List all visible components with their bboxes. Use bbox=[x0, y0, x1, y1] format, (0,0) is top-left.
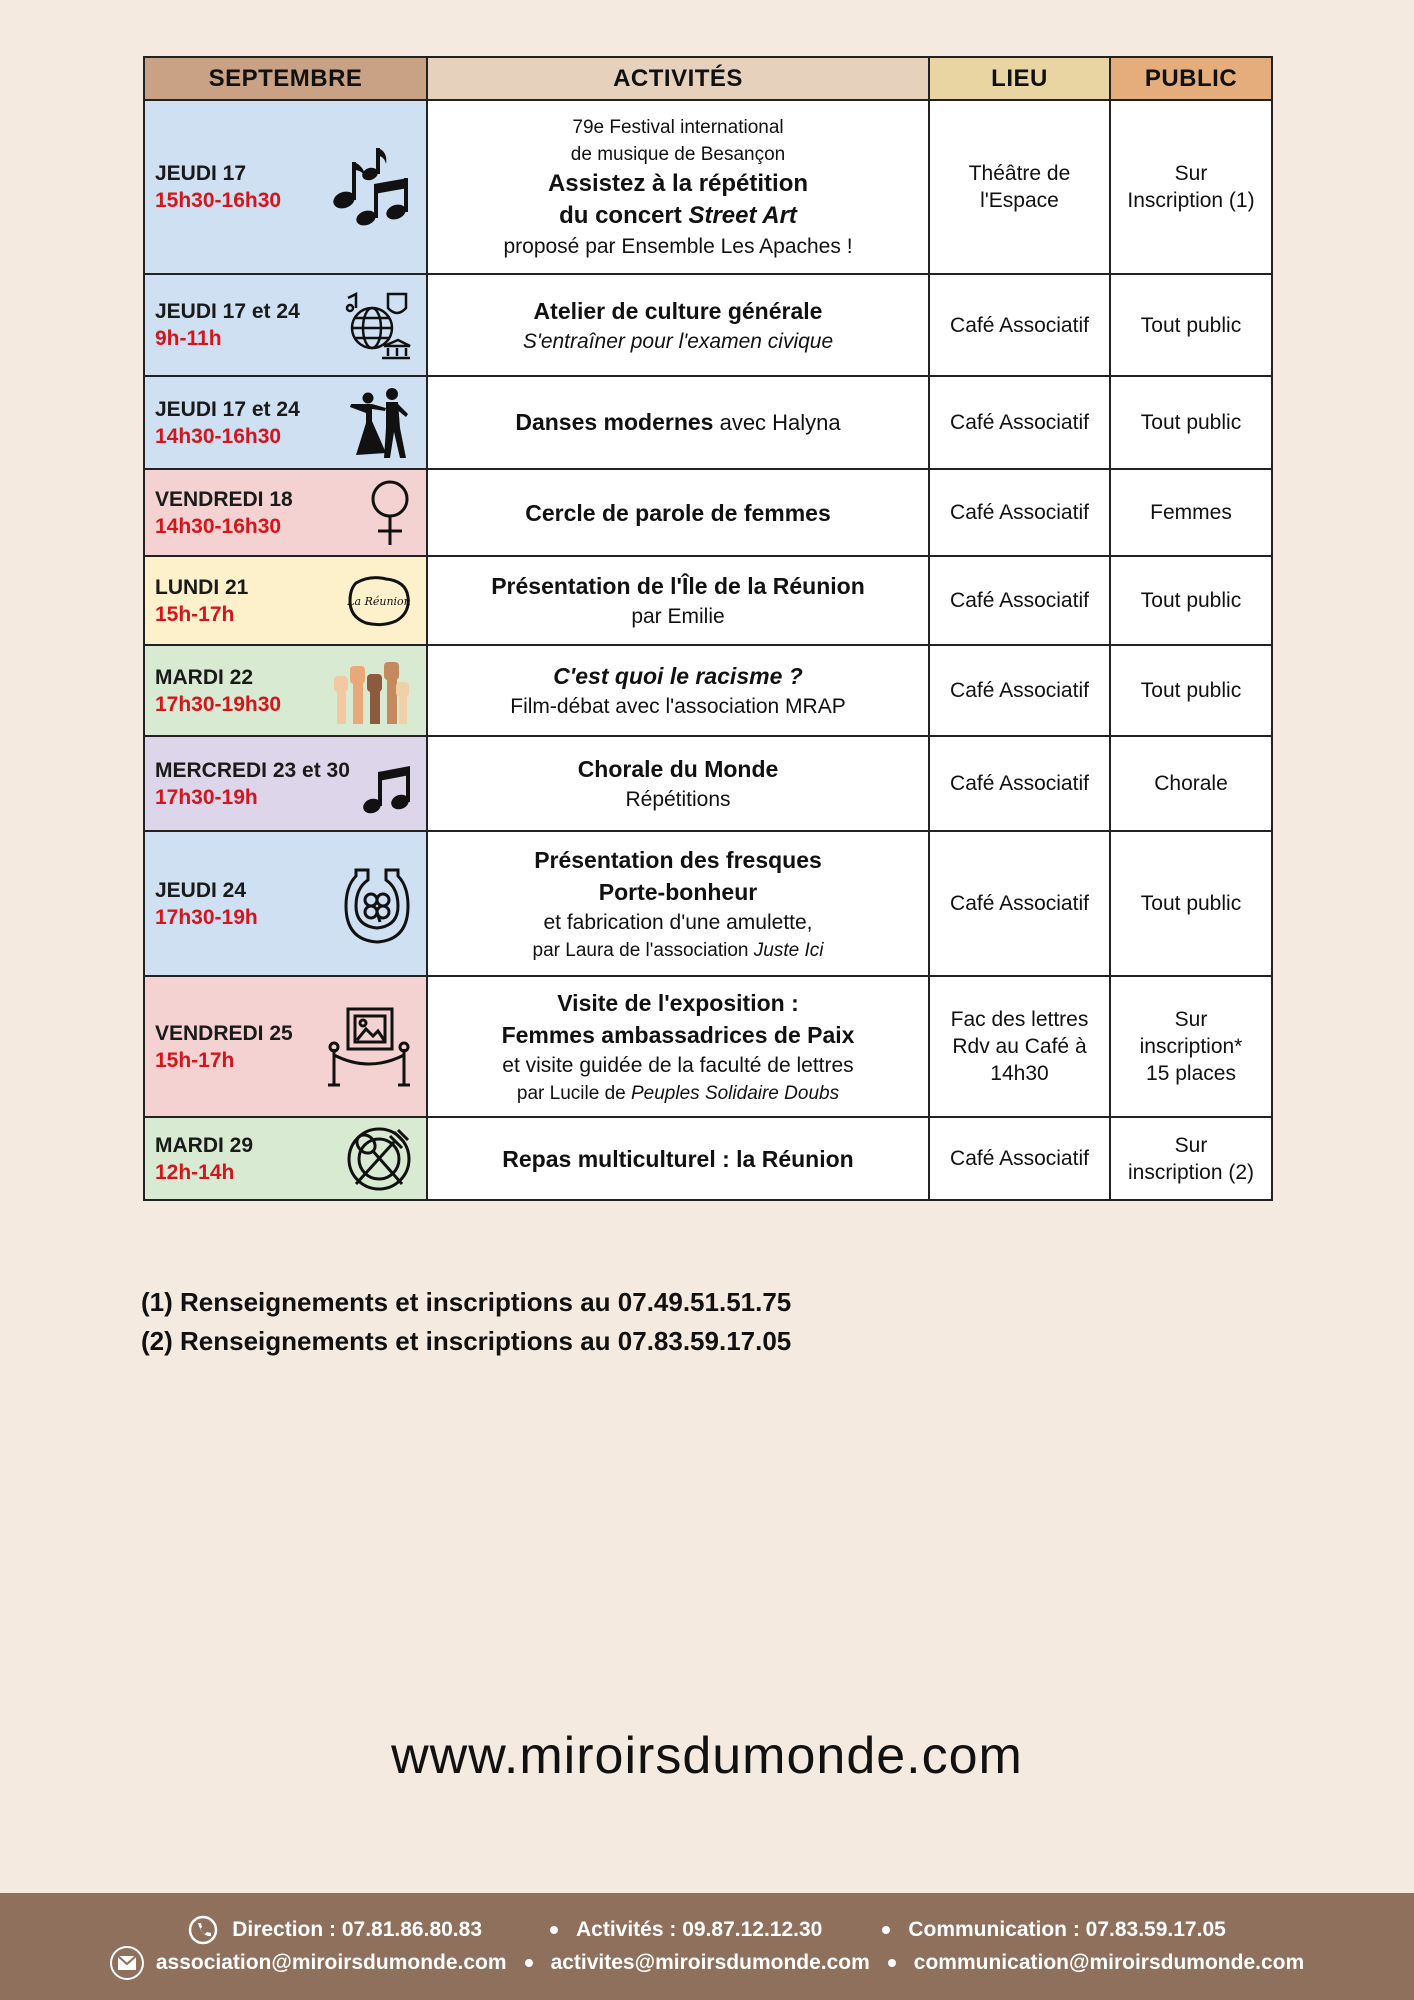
audience-cell: Tout public bbox=[1110, 645, 1272, 736]
audience-cell bbox=[1110, 100, 1272, 274]
activity-title-part: du concert bbox=[559, 201, 689, 229]
audience-line: inscription* bbox=[1139, 1035, 1243, 1058]
envelope-icon bbox=[110, 1946, 144, 1980]
activity-credit bbox=[434, 1080, 922, 1107]
activity-cell bbox=[427, 1117, 929, 1200]
date-cell bbox=[144, 469, 427, 556]
date-cell bbox=[144, 556, 427, 645]
location-line: Théâtre de bbox=[968, 162, 1071, 185]
activity-cell bbox=[427, 976, 929, 1117]
activity-credit bbox=[434, 937, 922, 964]
location-cell bbox=[929, 100, 1110, 274]
music-notes-icon bbox=[330, 144, 412, 230]
activity-pre-line: de musique de Besançon bbox=[570, 143, 786, 165]
phone-activites[interactable]: Activités : 09.87.12.12.30 bbox=[576, 1918, 823, 1941]
audience-cell: Chorale bbox=[1110, 736, 1272, 831]
table-row bbox=[144, 736, 1272, 831]
activity-title: Porte-bonheur bbox=[598, 878, 758, 905]
activity-credit-part: par Laura de l'association bbox=[532, 939, 754, 961]
table-row bbox=[144, 976, 1272, 1117]
activity-title: Chorale du Monde bbox=[577, 756, 779, 782]
date-cell bbox=[144, 376, 427, 469]
date-cell bbox=[144, 274, 427, 376]
event-time: 15h-17h bbox=[155, 602, 235, 626]
activity-credit-italic: Juste Ici bbox=[753, 939, 824, 961]
activity-title: C'est quoi le racisme ? bbox=[553, 663, 803, 689]
reunion-icon-label: La Réunion bbox=[347, 594, 411, 608]
location-line: 14h30 bbox=[990, 1062, 1049, 1085]
separator-dot bbox=[525, 1959, 533, 1967]
footer-phones bbox=[0, 1915, 1414, 1945]
location-line: Rdv au Café à bbox=[952, 1035, 1087, 1058]
phone-communication[interactable]: Communication : 07.83.59.17.05 bbox=[908, 1918, 1226, 1941]
activity-title: Présentation de l'Île de la Réunion bbox=[491, 573, 865, 599]
audience-line: Inscription (1) bbox=[1127, 189, 1255, 212]
plate-cutlery-icon bbox=[346, 1126, 412, 1192]
event-day: VENDREDI 25 bbox=[155, 1021, 293, 1045]
museum-exhibit-icon bbox=[326, 1005, 412, 1089]
activity-subtitle: par Emilie bbox=[631, 605, 725, 628]
schedule-table bbox=[143, 56, 1273, 1201]
event-day: JEUDI 17 et 24 bbox=[155, 397, 300, 421]
audience-line: inscription (2) bbox=[1127, 1160, 1255, 1184]
audience-line: 15 places bbox=[1146, 1062, 1236, 1085]
activity-title: Atelier de culture générale bbox=[533, 297, 823, 324]
activity-title: Cercle de parole de femmes bbox=[525, 499, 831, 526]
reunion-island-icon bbox=[346, 573, 412, 629]
date-cell bbox=[144, 1117, 427, 1200]
email-activites[interactable]: activites@miroirsdumonde.com bbox=[550, 1951, 870, 1974]
location-cell bbox=[929, 976, 1110, 1117]
audience-line: Sur bbox=[1174, 1133, 1208, 1157]
female-symbol-icon bbox=[368, 479, 412, 547]
activity-subtitle: Film-débat avec l'association MRAP bbox=[510, 695, 846, 718]
location-cell: Café Associatif bbox=[929, 645, 1110, 736]
event-day: VENDREDI 18 bbox=[155, 487, 293, 511]
phone-direction[interactable]: Direction : 07.81.86.80.83 bbox=[232, 1918, 482, 1941]
location-cell: Café Associatif bbox=[929, 469, 1110, 556]
header-septembre: SEPTEMBRE bbox=[144, 57, 427, 100]
activity-subtitle: Répétitions bbox=[625, 788, 731, 811]
location-cell: Café Associatif bbox=[929, 736, 1110, 831]
header-lieu: LIEU bbox=[929, 57, 1110, 100]
event-day: MARDI 22 bbox=[155, 665, 254, 689]
activity-cell bbox=[427, 469, 929, 556]
activity-title: Assistez à la répétition bbox=[547, 169, 809, 197]
activity-credit-italic: Peuples Solidaire Doubs bbox=[631, 1082, 840, 1104]
event-day: JEUDI 24 bbox=[155, 878, 247, 902]
activity-cell bbox=[427, 274, 929, 376]
table-row bbox=[144, 556, 1272, 645]
event-time: 17h30-19h bbox=[155, 905, 258, 929]
event-time: 12h-14h bbox=[155, 1160, 235, 1184]
table-row bbox=[144, 1117, 1272, 1200]
activity-title-suffix: avec Halyna bbox=[713, 409, 841, 435]
location-cell: Café Associatif bbox=[929, 376, 1110, 469]
date-cell bbox=[144, 645, 427, 736]
email-association[interactable]: association@miroirsdumonde.com bbox=[155, 1951, 507, 1974]
header-activites: ACTIVITÉS bbox=[427, 57, 929, 100]
activity-subtitle: et visite guidée de la faculté de lettres bbox=[502, 1053, 854, 1077]
dancing-couple-icon bbox=[346, 386, 412, 460]
activity-subtitle: et fabrication d'une amulette, bbox=[543, 910, 813, 934]
audience-cell: Tout public bbox=[1110, 376, 1272, 469]
culture-globe-icon bbox=[344, 290, 412, 360]
note-2: (2) Renseignements et inscriptions au 07.83.59.17.05 bbox=[141, 1326, 792, 1356]
location-cell: Café Associatif bbox=[929, 831, 1110, 976]
table-row bbox=[144, 645, 1272, 736]
activity-cell bbox=[427, 556, 929, 645]
activity-title: Femmes ambassadrices de Paix bbox=[501, 1021, 855, 1048]
audience-cell: Tout public bbox=[1110, 274, 1272, 376]
event-day: LUNDI 21 bbox=[155, 575, 249, 599]
activity-cell bbox=[427, 376, 929, 469]
audience-cell bbox=[1110, 976, 1272, 1117]
event-day: JEUDI 17 bbox=[155, 162, 247, 185]
date-cell bbox=[144, 100, 427, 274]
table-header-row bbox=[144, 57, 1272, 100]
activity-credit-part: par Lucile de bbox=[516, 1082, 631, 1104]
raised-fists-icon bbox=[330, 656, 412, 726]
audience-cell: Tout public bbox=[1110, 556, 1272, 645]
event-time: 14h30-16h30 bbox=[155, 424, 282, 448]
activity-subtitle: S'entraîner pour l'examen civique bbox=[522, 329, 834, 353]
activity-title-italic: Street Art bbox=[688, 201, 797, 229]
activity-title: Repas multiculturel : la Réunion bbox=[502, 1145, 854, 1172]
location-cell: Café Associatif bbox=[929, 1117, 1110, 1200]
separator-dot bbox=[882, 1926, 890, 1934]
activity-title: Visite de l'exposition : bbox=[557, 989, 799, 1016]
event-day: MARDI 29 bbox=[155, 1133, 254, 1157]
location-cell: Café Associatif bbox=[929, 274, 1110, 376]
audience-cell: Tout public bbox=[1110, 831, 1272, 976]
music-note-icon bbox=[362, 764, 412, 816]
event-time: 15h30-16h30 bbox=[155, 189, 282, 212]
table-row bbox=[144, 376, 1272, 469]
table-row bbox=[144, 469, 1272, 556]
audience-cell: Femmes bbox=[1110, 469, 1272, 556]
event-time: 9h-11h bbox=[155, 327, 222, 350]
activity-cell bbox=[427, 645, 929, 736]
audience-cell bbox=[1110, 1117, 1272, 1200]
phone-icon bbox=[188, 1915, 218, 1945]
event-time: 17h30-19h bbox=[155, 785, 258, 809]
activity-title: Danses modernes bbox=[515, 408, 714, 435]
audience-line: Sur bbox=[1174, 162, 1208, 185]
activity-subtitle: proposé par Ensemble Les Apaches ! bbox=[503, 234, 853, 258]
note-1: (1) Renseignements et inscriptions au 07.49.51.51.75 bbox=[141, 1287, 792, 1317]
activity-pre-line: 79e Festival international bbox=[572, 116, 784, 138]
table-row bbox=[144, 274, 1272, 376]
location-line: Fac des lettres bbox=[950, 1008, 1089, 1031]
event-day: JEUDI 17 et 24 bbox=[155, 300, 300, 323]
date-cell bbox=[144, 976, 427, 1117]
registration-notes bbox=[141, 1283, 791, 1361]
activity-title: Présentation des fresques bbox=[534, 846, 822, 873]
date-cell bbox=[144, 831, 427, 976]
location-cell: Café Associatif bbox=[929, 556, 1110, 645]
table-row bbox=[144, 100, 1272, 274]
activity-cell bbox=[427, 831, 929, 976]
separator-dot bbox=[888, 1959, 896, 1967]
footer-emails bbox=[0, 1946, 1414, 1980]
horseshoe-clover-icon bbox=[342, 864, 412, 944]
contact-footer bbox=[0, 1893, 1414, 2000]
separator-dot bbox=[550, 1926, 558, 1934]
audience-line: Sur bbox=[1174, 1008, 1208, 1031]
email-communication[interactable]: communication@miroirsdumonde.com bbox=[913, 1951, 1305, 1974]
event-day: MERCREDI 23 et 30 bbox=[155, 758, 350, 782]
date-cell bbox=[144, 736, 427, 831]
activity-title bbox=[434, 200, 922, 232]
website-url[interactable]: www.miroirsdumonde.com bbox=[391, 1727, 1023, 1785]
location-line: l'Espace bbox=[980, 189, 1059, 212]
activity-cell bbox=[427, 736, 929, 831]
event-time: 17h30-19h30 bbox=[155, 692, 282, 716]
event-time: 15h-17h bbox=[155, 1048, 235, 1072]
table-row bbox=[144, 831, 1272, 976]
event-time: 14h30-16h30 bbox=[155, 514, 282, 538]
header-public: PUBLIC bbox=[1110, 57, 1272, 100]
activity-cell bbox=[427, 100, 929, 274]
